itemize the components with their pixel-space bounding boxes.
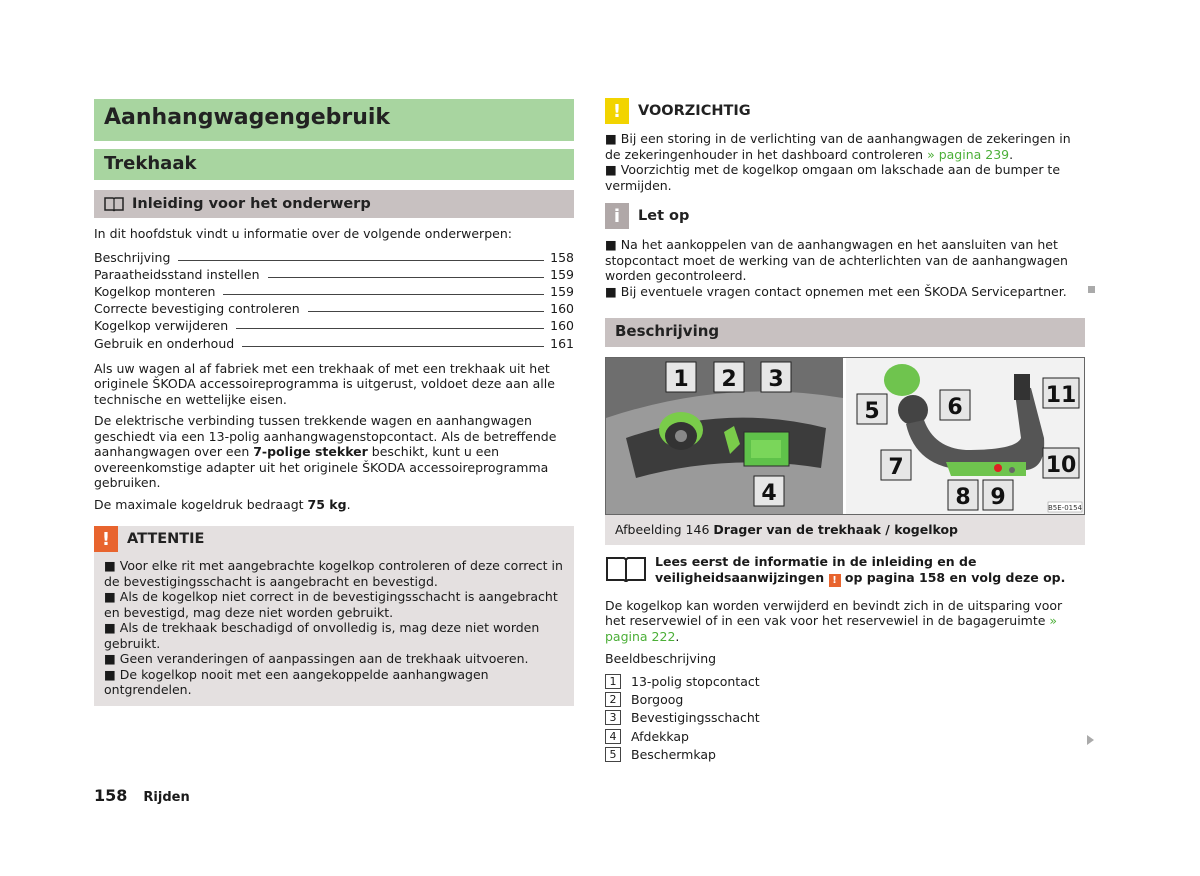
info-icon: i (605, 203, 629, 229)
topic-label: Correcte bevestiging controleren (94, 301, 300, 317)
page-footer (94, 786, 190, 805)
section-title: Trekhaak (94, 149, 574, 180)
list-item: ■ Geen veranderingen of aanpassingen aan de trekhaak uitvoeren. (104, 651, 529, 667)
legend-item: 4 Afdekkap (605, 727, 1085, 745)
attentie-title: ATTENTIE (127, 531, 205, 548)
figure-label: 7 (888, 455, 904, 480)
figure-label: 2 (721, 367, 737, 392)
page-number: 158 (94, 786, 128, 805)
topic-list (94, 248, 574, 351)
intro-heading-label: Inleiding voor het onderwerp (132, 196, 371, 212)
paragraph: Als uw wagen al af fabriek met een trekhaak of met een trekhaak uit het originele ŠKODA accessoireprogramma is uitgerust, voldoet deze aan alle technische en wettelijke eisen. (94, 360, 555, 407)
beschrijving-heading: Beschrijving (605, 318, 1085, 347)
paragraph: De kogelkop kan worden verwijderd en bevindt zich in de uitsparing voor het reservewiel of in een vak voor het reservewiel in de bagageruimte » pagina 222. (605, 597, 1063, 644)
topic-page: 160 (550, 318, 574, 334)
paragraph: De elektrische verbinding tussen trekkende wagen en aanhangwagen geschiedt via een 13-polig aanhangwagenstopcontact. Als de betreffende aanhangwagen over een 7-polige stekker beschikt, kunt u een overeenkomstige adapter uit het originele ŠKODA accessoireprogramma gebruiken. (94, 413, 557, 491)
topic-row[interactable] (94, 316, 574, 333)
legend-item: 2 Borgoog (605, 691, 1085, 709)
topic-page: 159 (550, 266, 574, 282)
caution-icon: ! (605, 98, 629, 124)
intro-heading (94, 190, 574, 218)
legend-item: 1 13-polig stopcontact (605, 673, 1085, 691)
list-item: ■ Bij eventuele vragen contact opnemen met een ŠKODA Servicepartner. (605, 283, 1067, 299)
figure-label: 8 (955, 485, 971, 510)
legend-item: 5 Beschermkap (605, 745, 1085, 763)
list-item: ■ Voor elke rit met aangebrachte kogelkop controleren of deze correct in de bevestigingsschacht is aangebracht en bevestigd. (104, 558, 563, 589)
voorzichtig-title: VOORZICHTIG (638, 103, 751, 119)
figure-label: 6 (947, 395, 963, 420)
section-name: Rijden (143, 790, 190, 805)
list-item: ■ Na het aankoppelen van de aanhangwagen en het aansluiten van het stopcontact moet de werking van de achterlichten van de aanhangwagen worden gecontroleerd. (605, 237, 1068, 283)
note-text: Lees eerst de informatie in de inleiding en de veiligheidsaanwijzingen ! op pagina 158 en volg deze op. (655, 554, 1066, 586)
letop-title: Let op (638, 208, 690, 224)
figure-label: 1 (673, 367, 689, 392)
attentie-header (94, 526, 574, 552)
tow-hitch-illustration (606, 358, 1084, 514)
attentie-list (94, 552, 574, 698)
figure-caption (605, 515, 1085, 545)
warning-icon: ! (829, 574, 841, 587)
topic-page: 159 (550, 284, 574, 300)
figure-label: 9 (990, 485, 1006, 510)
legend-item: 3 Bevestigingsschacht (605, 709, 1085, 727)
tow-hitch-figure (605, 357, 1085, 515)
warning-icon: ! (94, 526, 118, 552)
list-item: ■ Bij een storing in de verlichting van de aanhangwagen de zekeringen in de zekeringenhouder in het dashboard controleren » pagina 239. (605, 131, 1071, 162)
topic-row[interactable] (94, 248, 574, 265)
caption-number: Afbeelding 146 (615, 522, 710, 537)
voorzichtig-list (605, 131, 1085, 193)
letop-header (605, 203, 1085, 229)
paragraph: De maximale kogeldruk bedraagt 75 kg. (94, 496, 351, 512)
topic-label: Beschrijving (94, 249, 171, 265)
figure-label: 3 (768, 367, 784, 392)
figure-legend (605, 673, 1085, 764)
topic-row[interactable] (94, 299, 574, 316)
figure-label: 10 (1045, 453, 1077, 478)
voorzichtig-header (605, 99, 1085, 123)
left-column (94, 99, 574, 706)
topic-page: 160 (550, 301, 574, 317)
topic-row[interactable] (94, 282, 574, 299)
letop-list (605, 237, 1085, 299)
right-column (605, 99, 1085, 763)
topic-row[interactable] (94, 333, 574, 350)
section-end-marker (1088, 286, 1095, 293)
figure-label: 4 (761, 481, 777, 506)
figure-label: 5 (864, 399, 880, 424)
figure-label: 11 (1045, 383, 1077, 408)
topic-label: Paraatheidsstand instellen (94, 266, 260, 282)
chapter-title: Aanhangwagengebruik (94, 99, 574, 141)
legend-heading: Beeldbeschrijving (605, 651, 717, 666)
intro-text: In dit hoofdstuk vindt u informatie over de volgende onderwerpen: (94, 226, 512, 241)
topic-page: 158 (550, 249, 574, 265)
topic-label: Kogelkop monteren (94, 284, 216, 300)
page-link[interactable]: » pagina 239 (927, 146, 1010, 162)
attentie-box (94, 526, 574, 706)
topic-label: Kogelkop verwijderen (94, 318, 229, 334)
figure-code: B5E-0154 (1047, 504, 1083, 512)
continue-arrow-icon (1087, 735, 1094, 745)
caption-title: Drager van de trekhaak / kogelkop (713, 522, 959, 537)
topic-page: 161 (550, 335, 574, 351)
book-icon (605, 554, 647, 584)
list-item: ■ Als de kogelkop niet correct in de bevestigingsschacht is aangebracht en bevestigd, mag deze niet worden gebruikt. (104, 589, 558, 620)
list-item: ■ Voorzichtig met de kogelkop omgaan om lakschade aan de bumper te vermijden. (605, 162, 1061, 193)
list-item: ■ De kogelkop nooit met een aangekoppelde aanhangwagen ontgrendelen. (104, 666, 489, 698)
book-icon (104, 196, 124, 212)
list-item: ■ Als de trekhaak beschadigd of onvolledig is, mag deze niet worden gebruikt. (104, 620, 540, 651)
page-link[interactable]: » pagina 222 (605, 613, 1058, 644)
safety-note (605, 554, 1085, 587)
topic-row[interactable] (94, 265, 574, 282)
topic-label: Gebruik en onderhoud (94, 335, 235, 351)
